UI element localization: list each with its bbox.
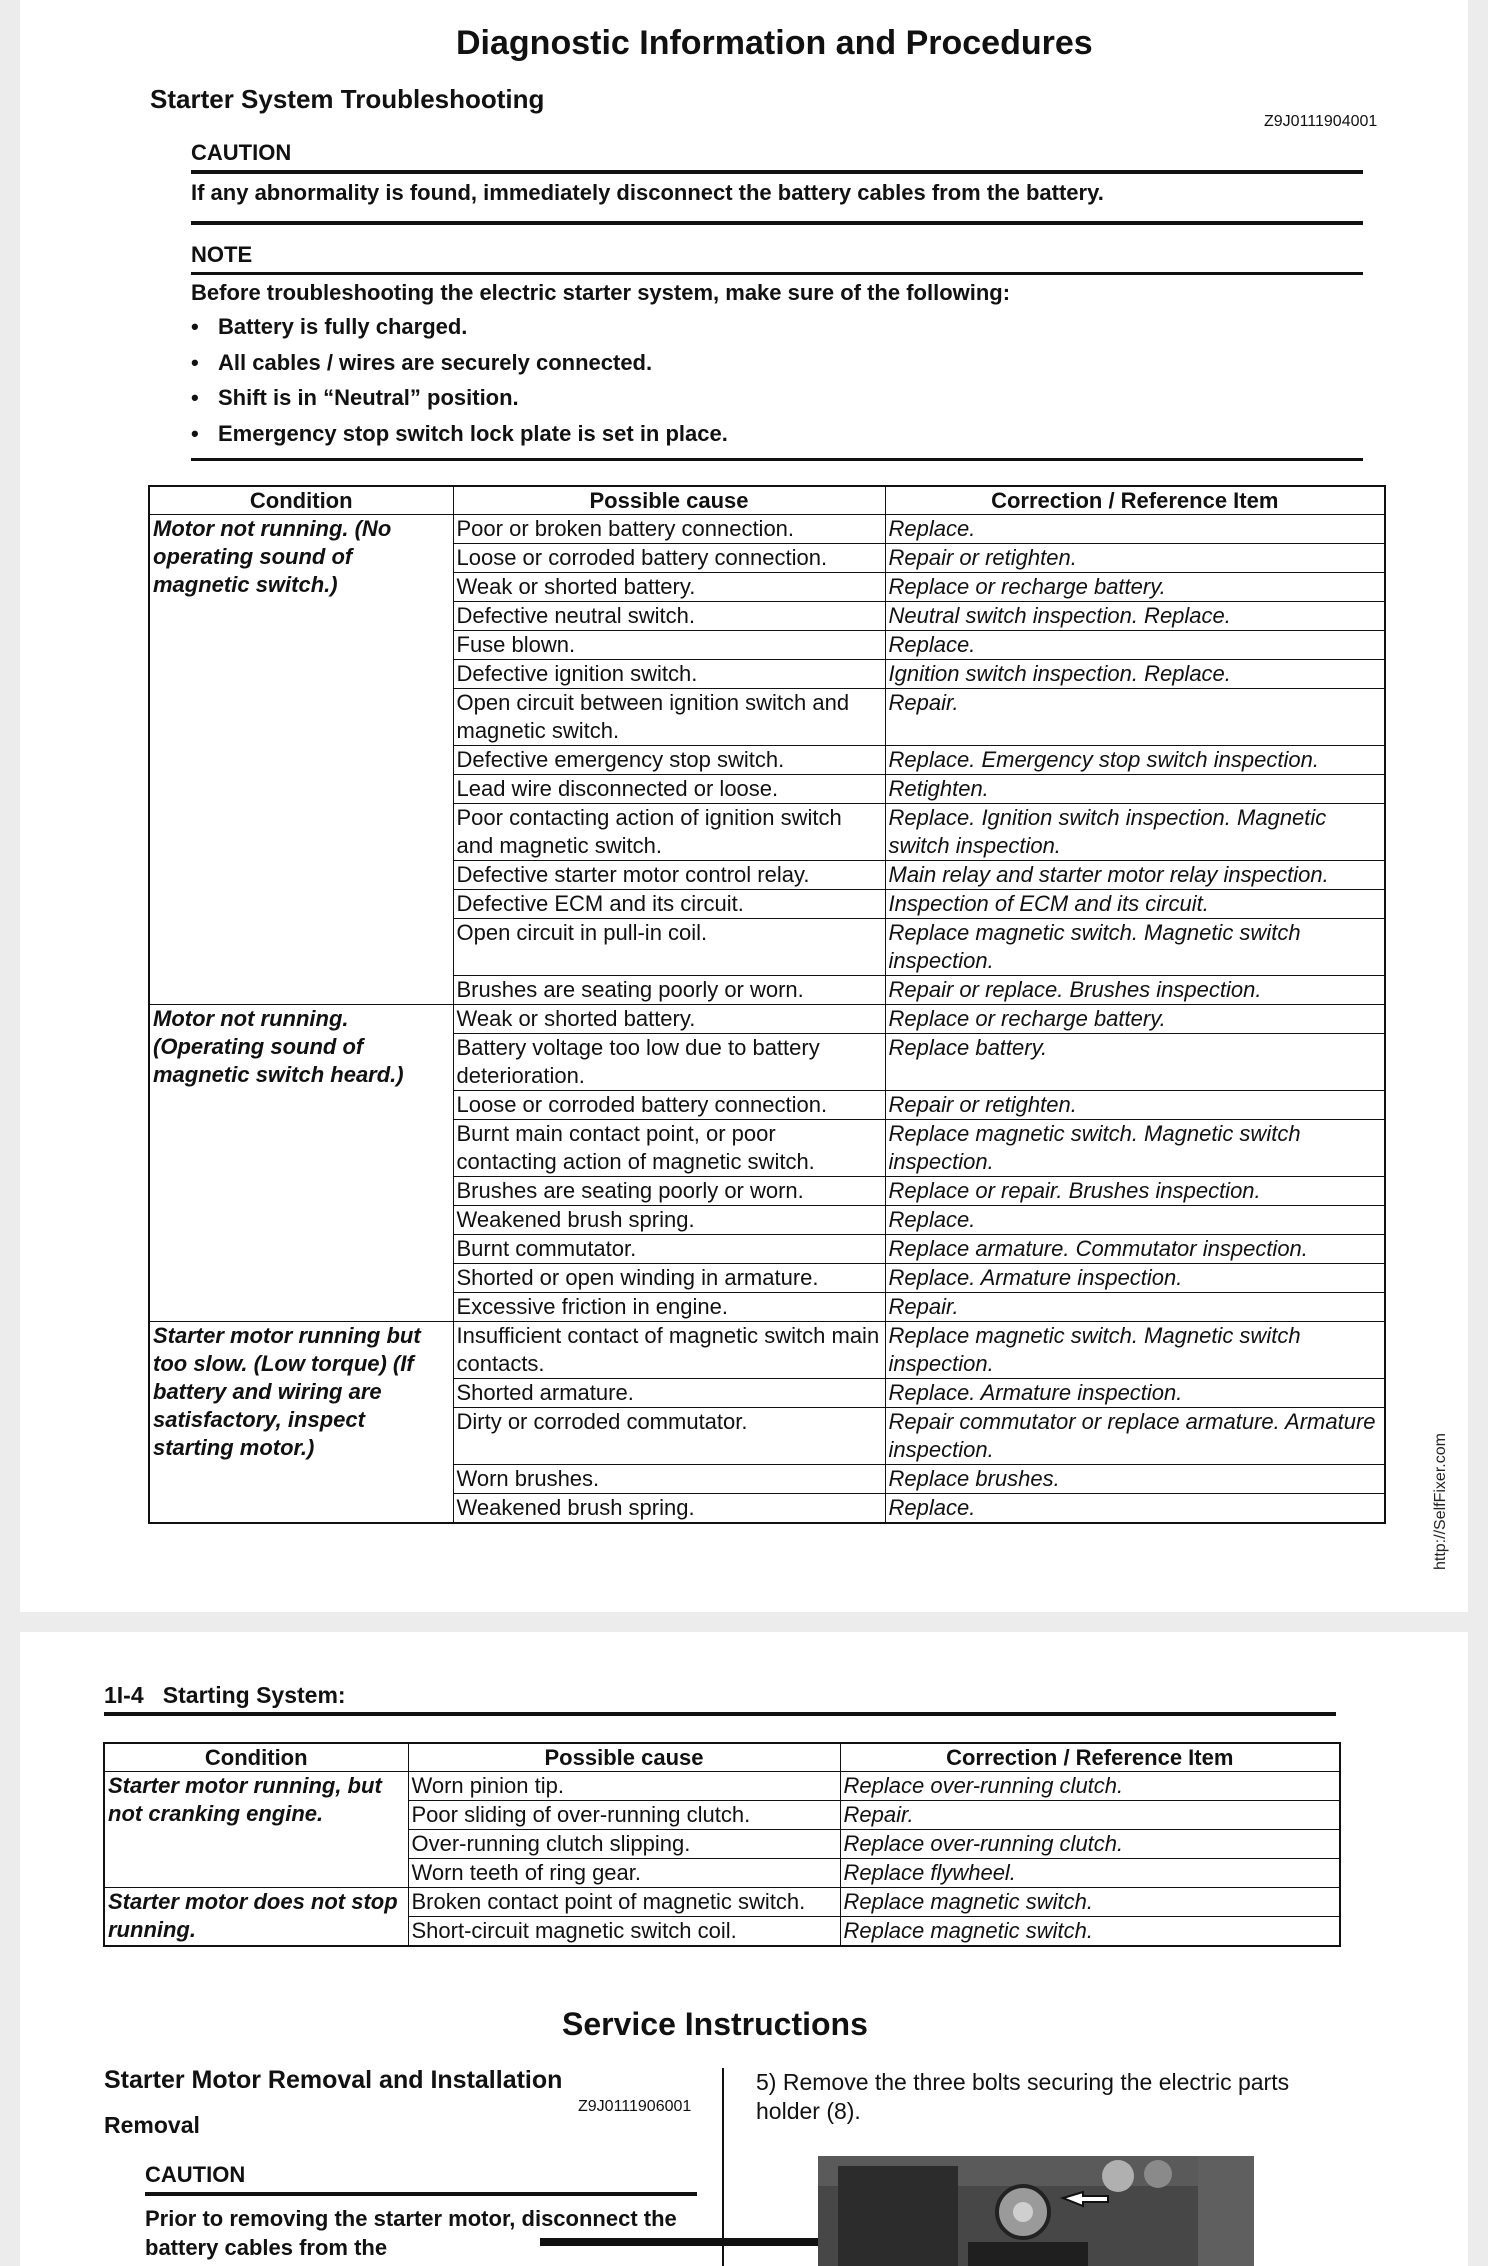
cause-cell: Weakened brush spring. (453, 1206, 885, 1235)
caution-top-rule (145, 2192, 697, 2196)
table-row (104, 1888, 1340, 1917)
cause-cell: Worn brushes. (453, 1465, 885, 1494)
correction-cell: Replace or recharge battery. (885, 1005, 1385, 1034)
side-url-watermark: http://SelfFixer.com (1432, 1433, 1449, 1570)
list-item: • Shift is in “Neutral” position. (191, 385, 728, 421)
correction-cell: Replace. Ignition switch inspection. Magnetic switch inspection. (885, 804, 1385, 861)
cause-cell: Brushes are seating poorly or worn. (453, 976, 885, 1005)
cause-cell: Open circuit in pull-in coil. (453, 919, 885, 976)
header-condition: Condition (104, 1743, 408, 1772)
electric-parts-holder-photo (818, 2156, 1254, 2266)
correction-cell: Inspection of ECM and its circuit. (885, 890, 1385, 919)
subsection-code: Z9J0111906001 (578, 2098, 692, 2115)
table-row (149, 1005, 1385, 1034)
correction-cell: Repair. (885, 1293, 1385, 1322)
cause-cell: Weak or shorted battery. (453, 573, 885, 602)
cause-cell: Defective neutral switch. (453, 602, 885, 631)
condition-cell: Starter motor running but too slow. (Low torque) (If battery and wiring are satisfactory, inspect starting motor.) (149, 1322, 453, 1524)
cause-cell: Shorted armature. (453, 1379, 885, 1408)
cause-cell: Excessive friction in engine. (453, 1293, 885, 1322)
correction-cell: Repair commutator or replace armature. Armature inspection. (885, 1408, 1385, 1465)
caution-text: If any abnormality is found, immediately disconnect the battery cables from the battery. (191, 180, 1104, 205)
condition-cell: Motor not running. (No operating sound of magnetic switch.) (149, 515, 453, 1005)
cause-cell: Loose or corroded battery connection. (453, 1091, 885, 1120)
cause-cell: Weakened brush spring. (453, 1494, 885, 1524)
cause-cell: Weak or shorted battery. (453, 1005, 885, 1034)
manual-page-2 (20, 1632, 1468, 2266)
correction-cell: Replace. Emergency stop switch inspection. (885, 746, 1385, 775)
correction-cell: Repair or replace. Brushes inspection. (885, 976, 1385, 1005)
table-row (149, 515, 1385, 544)
cause-cell: Brushes are seating poorly or worn. (453, 1177, 885, 1206)
photo-illustration (818, 2156, 1254, 2266)
note-bottom-rule (191, 458, 1363, 461)
correction-cell: Repair. (885, 689, 1385, 746)
correction-cell: Repair or retighten. (885, 1091, 1385, 1120)
correction-cell: Replace magnetic switch. Magnetic switch inspection. (885, 1120, 1385, 1177)
correction-cell: Replace or recharge battery. (885, 573, 1385, 602)
table-header-row (149, 486, 1385, 515)
cause-cell: Battery voltage too low due to battery deterioration. (453, 1034, 885, 1091)
correction-cell: Replace battery. (885, 1034, 1385, 1091)
cause-cell: Short-circuit magnetic switch coil. (408, 1917, 840, 1947)
correction-cell: Replace or repair. Brushes inspection. (885, 1177, 1385, 1206)
page-title: Diagnostic Information and Procedures (456, 24, 1093, 62)
list-item: • All cables / wires are securely connected. (191, 350, 728, 386)
note-list (191, 314, 728, 456)
section-title: Starter System Troubleshooting (150, 84, 545, 114)
correction-cell: Replace over-running clutch. (840, 1772, 1340, 1801)
caution-label: CAUTION (191, 140, 292, 165)
correction-cell: Replace brushes. (885, 1465, 1385, 1494)
caution-bottom-rule (191, 221, 1363, 225)
cause-cell: Burnt main contact point, or poor contacting action of magnetic switch. (453, 1120, 885, 1177)
correction-cell: Replace armature. Commutator inspection. (885, 1235, 1385, 1264)
cause-cell: Defective ignition switch. (453, 660, 885, 689)
correction-cell: Replace. (885, 515, 1385, 544)
correction-cell: Replace magnetic switch. (840, 1917, 1340, 1947)
table-header-row (104, 1743, 1340, 1772)
correction-cell: Neutral switch inspection. Replace. (885, 602, 1385, 631)
correction-cell: Replace. Armature inspection. (885, 1379, 1385, 1408)
cause-cell: Broken contact point of magnetic switch. (408, 1888, 840, 1917)
troubleshooting-table (148, 485, 1386, 1524)
caution-top-rule (191, 170, 1363, 174)
correction-cell: Replace magnetic switch. Magnetic switch inspection. (885, 1322, 1385, 1379)
section-code: Z9J0111904001 (1264, 113, 1378, 130)
correction-cell: Repair or retighten. (885, 544, 1385, 573)
header-correction: Correction / Reference Item (840, 1743, 1340, 1772)
header-possible-cause: Possible cause (453, 486, 885, 515)
correction-cell: Replace magnetic switch. Magnetic switch inspection. (885, 919, 1385, 976)
cause-cell: Fuse blown. (453, 631, 885, 660)
correction-cell: Retighten. (885, 775, 1385, 804)
cause-cell: Defective emergency stop switch. (453, 746, 885, 775)
cause-cell: Dirty or corroded commutator. (453, 1408, 885, 1465)
cause-cell: Poor or broken battery connection. (453, 515, 885, 544)
correction-cell: Replace over-running clutch. (840, 1830, 1340, 1859)
correction-cell: Repair. (840, 1801, 1340, 1830)
column-divider (722, 2068, 724, 2266)
header-correction: Correction / Reference Item (885, 486, 1385, 515)
cause-cell: Insufficient contact of magnetic switch main contacts. (453, 1322, 885, 1379)
header-condition: Condition (149, 486, 453, 515)
note-intro: Before troubleshooting the electric starter system, make sure of the following: (191, 280, 1011, 305)
note-label: NOTE (191, 242, 253, 267)
table-row (149, 1322, 1385, 1379)
table-row (104, 1772, 1340, 1801)
correction-cell: Replace. (885, 1206, 1385, 1235)
cause-cell: Burnt commutator. (453, 1235, 885, 1264)
cause-cell: Shorted or open winding in armature. (453, 1264, 885, 1293)
service-instructions-title: Service Instructions (562, 2006, 868, 2042)
correction-cell: Replace. (885, 1494, 1385, 1524)
header-possible-cause: Possible cause (408, 1743, 840, 1772)
cause-cell: Poor contacting action of ignition switch and magnetic switch. (453, 804, 885, 861)
condition-cell: Motor not running. (Operating sound of magnetic switch heard.) (149, 1005, 453, 1322)
cause-cell: Open circuit between ignition switch and magnetic switch. (453, 689, 885, 746)
correction-cell: Replace flywheel. (840, 1859, 1340, 1888)
cause-cell: Worn teeth of ring gear. (408, 1859, 840, 1888)
manual-page-1 (20, 0, 1468, 1612)
note-top-rule (191, 272, 1363, 275)
cause-cell: Poor sliding of over-running clutch. (408, 1801, 840, 1830)
caution-label: CAUTION (145, 2162, 246, 2187)
header-rule (104, 1712, 1336, 1716)
cause-cell: Over-running clutch slipping. (408, 1830, 840, 1859)
correction-cell: Main relay and starter motor relay inspection. (885, 861, 1385, 890)
step-5-text: 5) Remove the three bolts securing the electric parts holder (8). (756, 2069, 1290, 2124)
list-item: • Battery is fully charged. (191, 314, 728, 350)
subsection-title: Starter Motor Removal and Installation (104, 2066, 563, 2094)
correction-cell: Replace. (885, 631, 1385, 660)
list-item: • Emergency stop switch lock plate is set in place. (191, 421, 728, 457)
correction-cell: Replace magnetic switch. (840, 1888, 1340, 1917)
cause-cell: Lead wire disconnected or loose. (453, 775, 885, 804)
removal-label: Removal (104, 2112, 200, 2138)
correction-cell: Ignition switch inspection. Replace. (885, 660, 1385, 689)
cause-cell: Defective starter motor control relay. (453, 861, 885, 890)
condition-cell: Starter motor running, but not cranking engine. (104, 1772, 408, 1888)
troubleshooting-table-continued (103, 1742, 1341, 1947)
cause-cell: Loose or corroded battery connection. (453, 544, 885, 573)
condition-cell: Starter motor does not stop running. (104, 1888, 408, 1947)
caution-text: Prior to removing the starter motor, disconnect the battery cables from the (145, 2206, 677, 2260)
cause-cell: Worn pinion tip. (408, 1772, 840, 1801)
cause-cell: Defective ECM and its circuit. (453, 890, 885, 919)
page-header: 1I-4 Starting System: (104, 1682, 346, 1708)
correction-cell: Replace. Armature inspection. (885, 1264, 1385, 1293)
